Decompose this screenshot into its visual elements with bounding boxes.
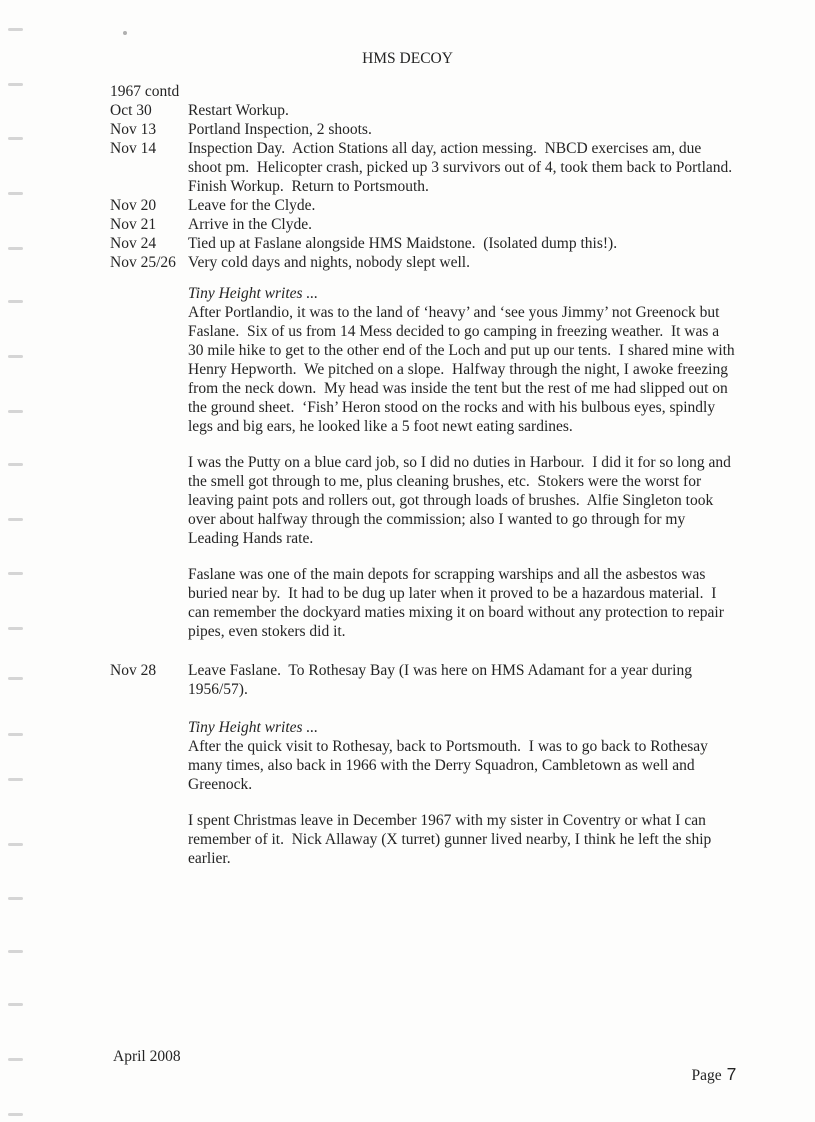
scan-mark <box>8 778 23 781</box>
log-entry <box>110 139 740 196</box>
narrative-paragraph: I was the Putty on a blue card job, so I did no duties in Harbour. I did it for so long and the smell got through to me, plus cleaning brushes, etc. Stokers were the worst for leaving paint pots and rollers out, got through loads of brushes. Alfie Singleton took over about halfway through the commission; also I wanted to go through for my Leading Hands rate. <box>188 454 735 547</box>
log-entry-text: Very cold days and nights, nobody slept well. <box>188 254 470 271</box>
scan-mark <box>8 83 23 86</box>
log-entry <box>110 661 736 699</box>
narrative-paragraph: After the quick visit to Rothesay, back to Portsmouth. I was to go back to Rothesay many times, also back in 1966 with the Derry Squadron, Cambletown as well and Greenock. <box>188 738 712 793</box>
log-entry-text: Restart Workup. <box>188 102 289 119</box>
page-number-label: Page <box>691 1067 722 1084</box>
scan-mark <box>8 1003 23 1006</box>
log-entry-text: Portland Inspection, 2 shoots. <box>188 121 372 138</box>
log-entry-text: Arrive in the Clyde. <box>188 216 312 233</box>
scan-mark <box>8 950 23 953</box>
section-heading: 1967 contd <box>110 83 180 100</box>
scan-mark <box>8 28 23 31</box>
footer-date: April 2008 <box>113 1048 181 1065</box>
log-entry-date: Nov 14 <box>110 140 157 157</box>
document-body <box>110 82 740 868</box>
narrative-heading: Tiny Height writes ... <box>188 285 319 302</box>
log-entry-date: Nov 28 <box>110 662 157 679</box>
log-entry <box>110 120 736 139</box>
scan-mark <box>8 627 23 630</box>
scan-mark <box>8 733 23 736</box>
narrative-paragraph: Faslane was one of the main depots for scrapping warships and all the asbestos was buried near by. It had to be dug up later when it proved to be a hazardous material. I can remember the dockyard maties mixing it on board without any protection to repair pipes, even stokers did it. <box>188 566 728 640</box>
log-entry-text: Inspection Day. Action Stations all day, action messing. NBCD exercises am, due shoot pm. Helicopter crash, picked up 3 survivors out of 4, took them back to Portland. Finish Workup. Return to Portsmouth. <box>188 140 740 195</box>
scan-mark <box>8 300 23 303</box>
scan-mark <box>8 355 23 358</box>
narrative-paragraph: I spent Christmas leave in December 1967 with my sister in Coventry or what I can remember of it. Nick Allaway (X turret) gunner lived nearby, I think he left the ship earlier. <box>188 812 716 867</box>
log-entry <box>110 234 736 253</box>
log-entry-text: Leave for the Clyde. <box>188 197 316 214</box>
log-entry <box>110 196 736 215</box>
scan-mark <box>8 410 23 413</box>
scan-mark <box>8 137 23 140</box>
log-entry-date: Nov 24 <box>110 235 157 252</box>
narrative-block <box>188 718 736 868</box>
narrative-heading: Tiny Height writes ... <box>188 719 319 736</box>
scan-mark <box>8 677 23 680</box>
scan-mark <box>8 463 23 466</box>
scan-mark <box>8 1058 23 1061</box>
log-entry-date: Nov 20 <box>110 197 157 214</box>
log-entry-date: Nov 21 <box>110 216 157 233</box>
log-entry-date: Oct 30 <box>110 102 152 119</box>
log-entry-text: Tied up at Faslane alongside HMS Maidstone. (Isolated dump this!). <box>188 235 618 252</box>
scan-mark <box>8 572 23 575</box>
log-entry-date: Nov 25/26 <box>110 254 176 271</box>
log-entry <box>110 101 736 120</box>
page-number-value: 7 <box>726 1064 737 1084</box>
scan-mark <box>8 1113 23 1116</box>
log-entry <box>110 215 736 234</box>
scan-mark <box>8 192 23 195</box>
log-entry <box>110 253 736 272</box>
document-title: HMS DECOY <box>362 50 453 67</box>
log-entry-text: Leave Faslane. To Rothesay Bay (I was here on HMS Adamant for a year during 1956/57). <box>188 662 696 698</box>
page-number <box>676 1046 736 1104</box>
scan-mark <box>8 518 23 521</box>
narrative-paragraph: After Portlandio, it was to the land of ‘heavy’ and ‘see yous Jimmy’ not Greenock but Faslane. Six of us from 14 Mess decided to go camping in freezing weather. It was a 30 mile hike to get to the other end of the Loch and put up our tents. I shared mine with Henry Hepworth. We pitched on a slope. Halfway through the night, I awoke freezing from the neck down. My head was inside the tent but the rest of me had slipped out on the ground sheet. ‘Fish’ Heron stood on the rocks and with his bulbous eyes, spindly legs and big ears, he looked like a 5 foot newt eating sardines. <box>188 304 739 435</box>
scan-speck <box>123 31 127 35</box>
scan-mark <box>8 247 23 250</box>
scan-mark <box>8 843 23 846</box>
log-entry-date: Nov 13 <box>110 121 157 138</box>
scan-mark <box>8 897 23 900</box>
narrative-block <box>188 284 739 641</box>
